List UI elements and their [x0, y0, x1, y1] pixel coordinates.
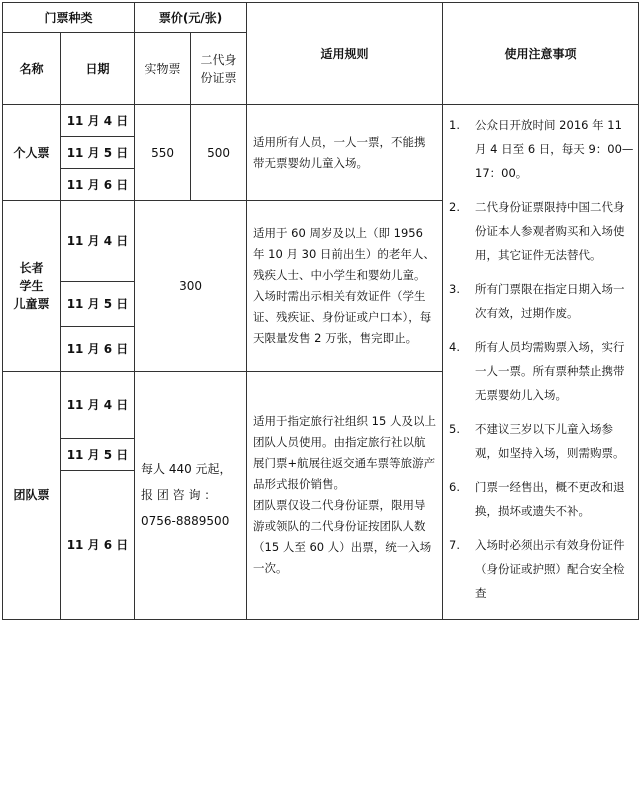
note-text: 入场时必须出示有效身份证件（身份证或护照）配合安全检查 — [475, 538, 625, 600]
note-number: 2. — [449, 200, 461, 214]
individual-physical-price: 550 — [135, 105, 191, 201]
senior-date-2: 11 月 5 日 — [61, 281, 135, 326]
id-card-ticket-header — [191, 33, 247, 105]
group-date-1: 11 月 4 日 — [61, 371, 135, 439]
individual-date-3: 11 月 6 日 — [61, 169, 135, 201]
note-number: 3. — [449, 282, 461, 296]
note-text: 不建议三岁以下儿童入场参观，如坚持入场，则需购票。 — [475, 422, 625, 460]
id-card-header-line1: 二代身 — [200, 52, 237, 67]
name-header: 名称 — [3, 33, 61, 105]
individual-date-1: 11 月 4 日 — [61, 105, 135, 137]
notes-list — [447, 113, 634, 605]
id-card-header-line2: 份证票 — [200, 70, 237, 85]
note-item — [447, 417, 634, 465]
senior-date-1: 11 月 4 日 — [61, 201, 135, 282]
group-date-2: 11 月 5 日 — [61, 439, 135, 471]
senior-rule: 适用于 60 周岁及以上（即 1956 年 10 月 30 日前出生）的老年人、残疾人士、中小学生和婴幼儿童。入场时需出示相关有效证件（学生证、残疾证、身份证或户口本），每天限量发售 2 万张，售完即止。 — [247, 201, 443, 372]
note-item — [447, 335, 634, 407]
group-price — [135, 371, 247, 619]
senior-date-3: 11 月 6 日 — [61, 326, 135, 371]
note-number: 4. — [449, 340, 461, 354]
note-number: 1. — [449, 118, 461, 132]
note-text: 所有人员均需购票入场，实行一人一票。所有票种禁止携带无票婴幼儿入场。 — [475, 340, 625, 402]
senior-name-line1: 长者 — [19, 260, 44, 275]
notes-header: 使用注意事项 — [443, 3, 639, 105]
ticket-table — [2, 2, 639, 620]
senior-name-line2: 学生 — [19, 278, 44, 293]
group-price-line1: 每人 440 元起， — [141, 462, 232, 477]
note-number: 7. — [449, 538, 461, 552]
note-item — [447, 113, 634, 185]
note-text: 公众日开放时间 2016 年 11 月 4 日至 6 日，每天 9：00—17：00。 — [475, 118, 634, 180]
senior-price: 300 — [135, 201, 247, 372]
notes-cell — [443, 105, 639, 620]
individual-rule: 适用所有人员，一人一票，不能携带无票婴幼儿童入场。 — [247, 105, 443, 201]
price-header: 票价(元/张) — [135, 3, 247, 33]
note-item — [447, 475, 634, 523]
note-number: 6. — [449, 480, 461, 494]
individual-ticket-name: 个人票 — [3, 105, 61, 201]
group-price-line3: 0756-8889500 — [141, 514, 230, 529]
note-text: 门票一经售出，概不更改和退换，损坏或遗失不补。 — [475, 480, 625, 518]
senior-name-line3: 儿童票 — [13, 296, 50, 311]
note-text: 所有门票限在指定日期入场一次有效，过期作废。 — [475, 282, 625, 320]
rules-header: 适用规则 — [247, 3, 443, 105]
note-item — [447, 195, 634, 267]
date-header: 日期 — [61, 33, 135, 105]
senior-ticket-name — [3, 201, 61, 372]
individual-date-2: 11 月 5 日 — [61, 137, 135, 169]
ticket-type-header: 门票种类 — [3, 3, 135, 33]
group-date-3: 11 月 6 日 — [61, 471, 135, 620]
physical-ticket-header: 实物票 — [135, 33, 191, 105]
note-item — [447, 533, 634, 605]
note-text: 二代身份证票限持中国二代身份证本人参观者购买和入场使用，其它证件无法替代。 — [475, 200, 625, 262]
group-rule — [247, 371, 443, 619]
individual-id-price: 500 — [191, 105, 247, 201]
note-number: 5. — [449, 422, 461, 436]
group-ticket-name: 团队票 — [3, 371, 61, 619]
note-item — [447, 277, 634, 325]
group-price-line2: 报 团 咨 询 ： — [141, 488, 217, 503]
group-rule-paragraph-2: 团队票仅设二代身份证票，限用导游或领队的二代身份证按团队人数（15 人至 60 人）出票，统一入场一次。 — [253, 498, 432, 576]
group-rule-paragraph-1: 适用于指定旅行社组织 15 人及以上团队人员使用。由指定旅行社以航展门票+航展往返交通车票等旅游产品形式报价销售。 — [253, 414, 436, 492]
